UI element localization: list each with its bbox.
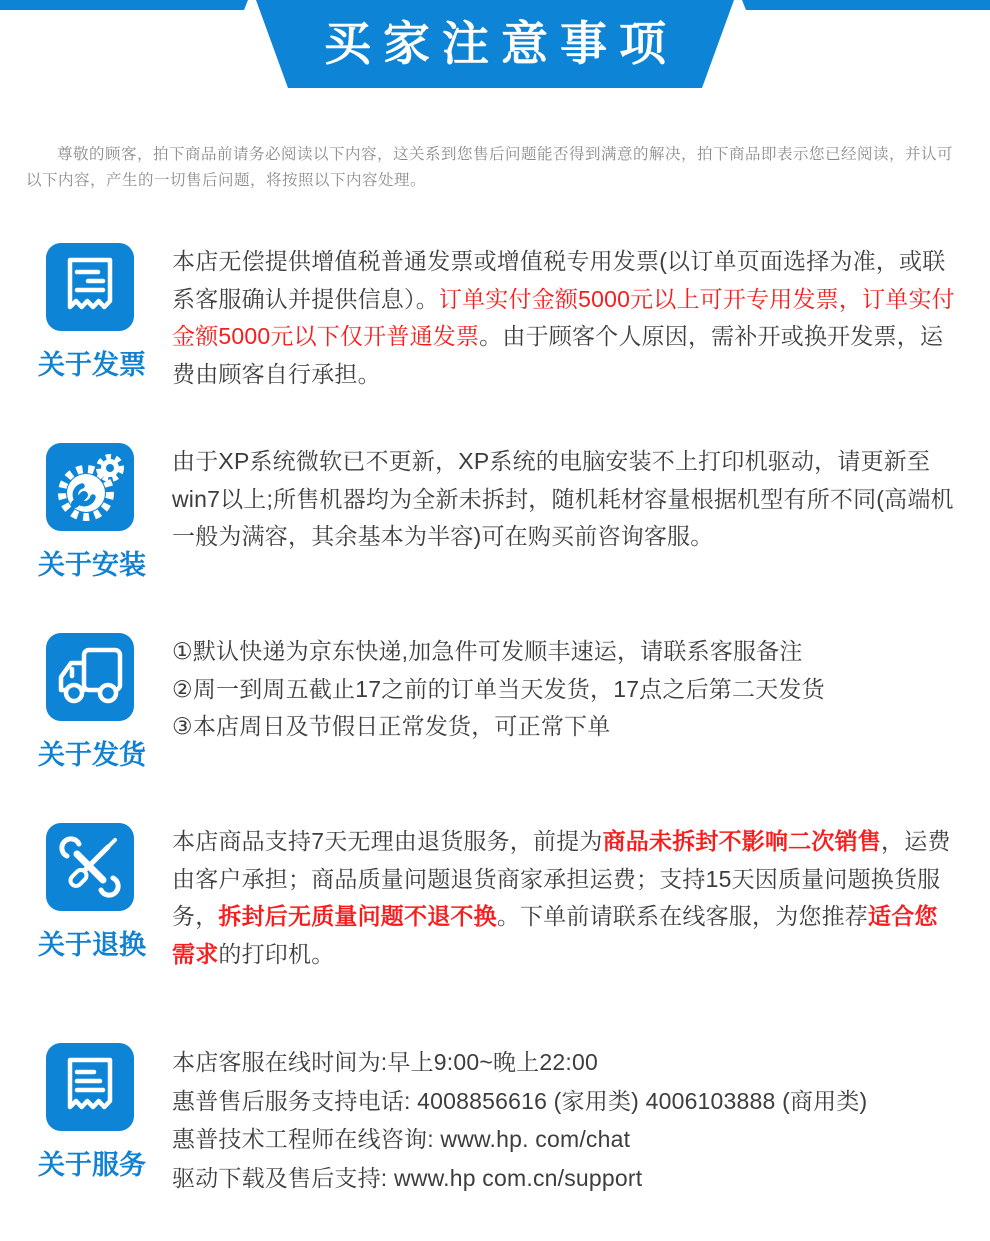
text-run: ③本店周日及节假日正常发货，可正常下单 <box>172 713 611 739</box>
section-installation-label: 关于安装 <box>38 550 146 580</box>
section-service-text <box>172 1043 956 1197</box>
page-title: 买家注意事项 <box>324 17 678 70</box>
section-service <box>0 1043 990 1197</box>
text-run: 订单实付金额5000元以上可开专用发票，订单实付金额5000元以下仅开普通发票 <box>172 285 955 349</box>
intro-paragraph: 尊敬的顾客，拍下商品前请务必阅读以下内容，这关系到您售后问题能否得到满意的解决，拍下商品即表示您已经阅读，并认可以下内容，产生的一切售后问题，将按照以下内容处理。 <box>26 145 954 189</box>
section-service-label: 关于服务 <box>38 1150 146 1180</box>
text-run: 拆封后无质量问题不退不换 <box>218 903 497 929</box>
section-shipping-text <box>172 633 956 746</box>
text-run: ①默认快递为京东快递,加急件可发顺丰速运，请联系客服备注 <box>172 638 803 664</box>
section-shipping-icon-column <box>38 633 146 770</box>
header-banner <box>0 0 990 88</box>
text-run: 本店商品支持7天无理由退货服务，前提为 <box>172 828 603 854</box>
text-run: 惠普技术工程师在线咨询: www.hp. com/chat <box>172 1126 631 1152</box>
text-run: 。下单前请联系在线客服，为您推荐 <box>496 903 869 929</box>
invoice-receipt-icon <box>46 243 134 331</box>
section-invoice <box>0 243 990 393</box>
text-run: 驱动下载及售后支持: www.hp com.cn/support <box>172 1164 643 1191</box>
text-run: 惠普售后服务支持电话: 4008856616 (家用类) 4006103888 (商用类) <box>172 1087 868 1114</box>
text-run: 适合您需求 <box>172 903 938 967</box>
section-shipping <box>0 633 990 770</box>
section-returns <box>0 823 990 973</box>
section-service-icon-column <box>38 1043 146 1180</box>
text-run: 由于XP系统微软已不更新，XP系统的电脑安装不上打印机驱动，请更新至win7以上;所售机器均为全新未拆封，随机耗材容量根据机型有所不同(高端机一般为满容，其余基本为半容)可在购买前咨询客服。 <box>172 448 954 549</box>
section-invoice-icon-column <box>38 243 146 380</box>
gear-wrench-icon <box>46 443 134 531</box>
service-receipt-icon <box>46 1043 134 1131</box>
text-run: 。由于顾客个人原因，需补开或换开发票，运费由顾客自行承担。 <box>172 323 944 387</box>
section-installation-text <box>172 443 956 556</box>
delivery-truck-icon <box>46 633 134 721</box>
repair-tools-icon <box>46 823 134 911</box>
section-invoice-label: 关于发票 <box>38 350 146 380</box>
section-returns-label: 关于退换 <box>38 930 146 960</box>
text-run: 本店客服在线时间为:早上9:00~晚上22:00 <box>172 1049 598 1075</box>
section-returns-icon-column <box>38 823 146 960</box>
text-run: ②周一到周五截止17之前的订单当天发货，17点之后第二天发货 <box>172 675 825 702</box>
section-shipping-label: 关于发货 <box>38 740 146 770</box>
section-returns-text <box>172 823 956 973</box>
section-installation-icon-column <box>38 443 146 580</box>
text-run: 商品未拆封不影响二次销售 <box>602 828 881 854</box>
text-run: ，运费由客户承担；商品质量问题退货商家承担运费；支持15天因质量问题换货服务， <box>172 828 951 929</box>
section-invoice-text <box>172 243 956 393</box>
text-run: 的打印机。 <box>218 940 335 967</box>
text-run: 本店无偿提供增值税普通发票或增值税专用发票(以订单页面选择为准，或联系客服确认并提供信息）。 <box>172 248 946 312</box>
section-installation <box>0 443 990 580</box>
